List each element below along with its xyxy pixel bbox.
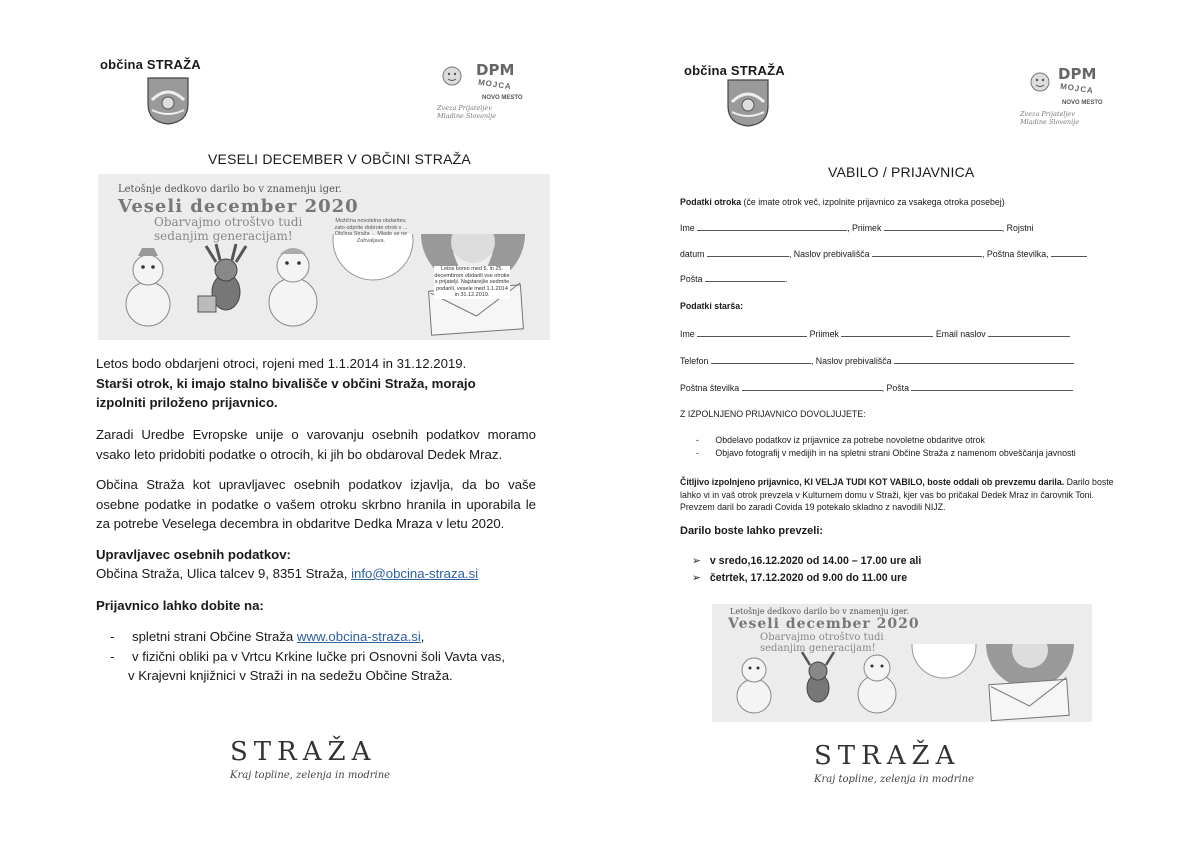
child-post-end: . [784, 274, 788, 284]
controller-email-link[interactable]: info@obcina-straza.si [351, 566, 479, 581]
child-name-row [680, 221, 1034, 233]
pickup-date-1: v sredo,16.12.2020 od 14.00 – 17.00 ure ali [709, 555, 922, 567]
municipality-name: občina STRAŽA [100, 57, 201, 72]
child-surname-label: , Priimek [847, 223, 882, 233]
consent-heading: Z IZPOLNJENO PRIJAVNICO DOVOLJUJETE: [680, 409, 866, 419]
pickup-date-2: četrtek, 17.12.2020 od 9.00 do 11.00 ure [709, 572, 908, 584]
child-name-label: Ime [680, 223, 695, 233]
parent-name-row [680, 327, 1070, 339]
controller-contact [96, 564, 478, 584]
eligibility-text: Letos bodo obdarjeni otroci, rojeni med 1.1.2014 in 31.12.2019. [96, 356, 467, 371]
parent-email-field[interactable] [988, 327, 1070, 337]
parent-address-label: , Naslov prebivališča [810, 356, 892, 366]
parent-postal-code-label: Poštna številka [680, 383, 740, 393]
bullet-1-prefix: spletni strani Občine Straža [132, 629, 297, 644]
banner-circle-text: Možična novoletna obdaritev, zato odprite dobrote otrok v ... Občina Straža ... Mlade se ne Zahvaljava. [334, 218, 408, 244]
banner-slogan-line-1: Obarvajmo otroštvo tudi [154, 215, 303, 229]
arrow-icon: ➢ [692, 572, 701, 584]
municipality-coat-of-arms-icon [146, 76, 190, 126]
banner-tagline: Letošnje dedkovo darilo bo v znamenju iger. [118, 184, 342, 195]
dpm-logo-tagline: Zveza Prijateljev Mladine Slovenije [437, 104, 497, 120]
list-item [696, 447, 1076, 459]
arrow-icon: ➢ [692, 555, 701, 567]
parent-email-label: Email naslov [935, 329, 986, 339]
page-title: VABILO / PRIJAVNICA [828, 164, 975, 180]
parent-post-field[interactable] [911, 381, 1073, 391]
parent-phone-row [680, 354, 1074, 366]
banner-heading: Veseli december 2020 [118, 196, 359, 217]
parent-address-field[interactable] [894, 354, 1074, 364]
website-link[interactable]: www.obcina-straza.si [296, 629, 421, 644]
page-title: VESELI DECEMBER V OBČINI STRAŽA [208, 151, 471, 167]
dpm-logo-place: NOVO MESTO [482, 95, 523, 101]
dpm-logo-place: NOVO MESTO [1062, 100, 1103, 106]
bullet-dash: - [110, 629, 115, 644]
child-data-heading: Podatki otroka [680, 197, 742, 207]
veseli-december-banner [98, 174, 550, 340]
banner-slogan-line-1: Obarvajmo otroštvo tudi [760, 632, 884, 643]
child-address-label: , Naslov prebivališča [788, 249, 870, 259]
banner-heading: Veseli december 2020 [728, 616, 920, 632]
child-post-row [680, 272, 787, 284]
parent-name-label: Ime [680, 329, 695, 339]
parent-data-heading: Podatki starša: [680, 301, 744, 311]
straza-slogan: Kraj topline, zelenja in modrine [230, 770, 391, 781]
bullet-2-line-1: v fizični obliki pa v Vrtcu Krkine lučke pri Osnovni šoli Vavta vas, [132, 649, 506, 664]
child-surname-field[interactable] [884, 221, 1002, 231]
eligibility-bold-text: Starši otrok, ki imajo stalno bivališče v občini Straža, morajo izpolniti priloženo prijavnico. [96, 375, 476, 410]
data-controller-statement: Občina Straža kot upravljavec osebnih podatkov izjavlja, da bo vaše osebne podatke in podatke o vašem otroku skrbno hranila in uporabila le za potrebe Veselega decembra in obdaritve Dedka Mraza v letu 2020. [96, 477, 536, 531]
obtain-heading: Prijavnico lahko dobite na: [96, 598, 264, 613]
consent-dash: - [696, 435, 699, 445]
list-item [696, 434, 985, 446]
consent-dash: - [696, 448, 699, 458]
consent-photos: Objavo fotografij v medijih in na spletni strani Občine Straža z namenom obveščanja javnosti [715, 448, 1076, 458]
controller-heading: Upravljavec osebnih podatkov: [96, 547, 291, 562]
dpm-logo-subtitle: MOJCA [477, 77, 513, 92]
child-address-field[interactable] [872, 247, 982, 257]
list-item [692, 572, 907, 584]
child-data-note: (če imate otrok več, izpolnite prijavnico za vsakega otroka posebej) [741, 197, 1005, 207]
bullet-text-1 [132, 627, 424, 647]
parent-first-name-field[interactable] [697, 327, 807, 337]
submission-info [680, 476, 1120, 514]
parent-phone-label: Telefon [680, 356, 709, 366]
child-post-label: Pošta [680, 274, 703, 284]
child-birth-address-row [680, 247, 1087, 259]
parent-postal-row [680, 381, 1073, 393]
dpm-logo-title: DPM [1058, 65, 1097, 83]
parent-surname-field[interactable] [841, 327, 933, 337]
consent-processing: Obdelavo podatkov iz prijavnice za potrebe novoletne obdaritve otrok [715, 435, 985, 445]
municipality-name: občina STRAŽA [684, 63, 785, 78]
pickup-heading: Darilo boste lahko prevzeli: [680, 525, 824, 537]
right-page-registration-form [600, 0, 1200, 848]
straza-signature-logo: STRAŽA [814, 741, 961, 771]
controller-address: Občina Straža, Ulica talcev 9, 8351 Straža, [96, 566, 352, 581]
bullet-dash: - [110, 649, 115, 664]
parent-phone-field[interactable] [711, 354, 811, 364]
gdpr-paragraph: Zaradi Uredbe Evropske unije o varovanju osebnih podatkov moramo vsako leto pridobiti podatke o otrocih, ki jih bo obdaroval Dedek Mraz. [96, 427, 536, 462]
bullet-2-line-2: v Krajevni knjižnici v Straži in na sedežu Občine Straža. [128, 668, 453, 683]
parent-post-label: , Pošta [881, 383, 910, 393]
banner-slogan-line-2: sedanjim generacijam! [760, 643, 876, 654]
eligibility-paragraph [96, 354, 506, 413]
child-birth-date-field[interactable] [707, 247, 789, 257]
banner-tagline: Letošnje dedkovo darilo bo v znamenju iger. [730, 607, 910, 616]
child-post-field[interactable] [705, 272, 788, 284]
veseli-december-banner [712, 604, 1092, 722]
child-postal-code-label: , Poštna številka, [982, 249, 1049, 259]
child-first-name-field[interactable] [697, 221, 847, 231]
straza-slogan: Kraj topline, zelenja in modrine [814, 774, 975, 785]
list-item [692, 555, 921, 567]
straza-signature-logo: STRAŽA [230, 737, 377, 767]
banner-note-text: Letos bomo med 5. in 25. decembrom obdarili vse otroke s prijatelji. Najstarejše sedmite podarili, vesele med 1.1.2014 in 31.12.2019. [434, 266, 510, 298]
bullet-1-suffix: , [420, 629, 425, 644]
submission-info-text: Darilo boste lahko vi in vaš otrok prevzela v Kulturnem domu v Straži, kjer vas bo pričakal Dedek Mraz in čarovnik Toni. Prevzem daril bo zaradi Covida 19 potekalo skladno z navodili NIJZ. [680, 477, 1114, 512]
dpm-logo-title: DPM [476, 61, 515, 79]
banner-slogan-line-2: sedanjim generacijam! [154, 229, 293, 243]
dpm-logo-tagline: Zveza Prijateljev Mladine Slovenije [1020, 110, 1080, 126]
banner-illustration-icon [712, 644, 1092, 722]
dpm-logo-subtitle: MOJCA [1059, 81, 1095, 96]
child-birth-date-label: datum [680, 249, 705, 259]
parent-surname-label: Priimek [809, 329, 839, 339]
parent-postal-code-field[interactable] [742, 381, 882, 391]
submission-info-bold: Čitljivo izpolnjeno prijavnico, KI VELJA TUDI KOT VABILO, boste oddali ob prevzemu darila. [680, 477, 1065, 487]
child-postal-code-field[interactable] [1051, 247, 1087, 257]
child-birth-label: , Rojstni [1001, 223, 1034, 233]
municipality-coat-of-arms-icon [726, 78, 770, 128]
child-data-header [680, 196, 1005, 208]
